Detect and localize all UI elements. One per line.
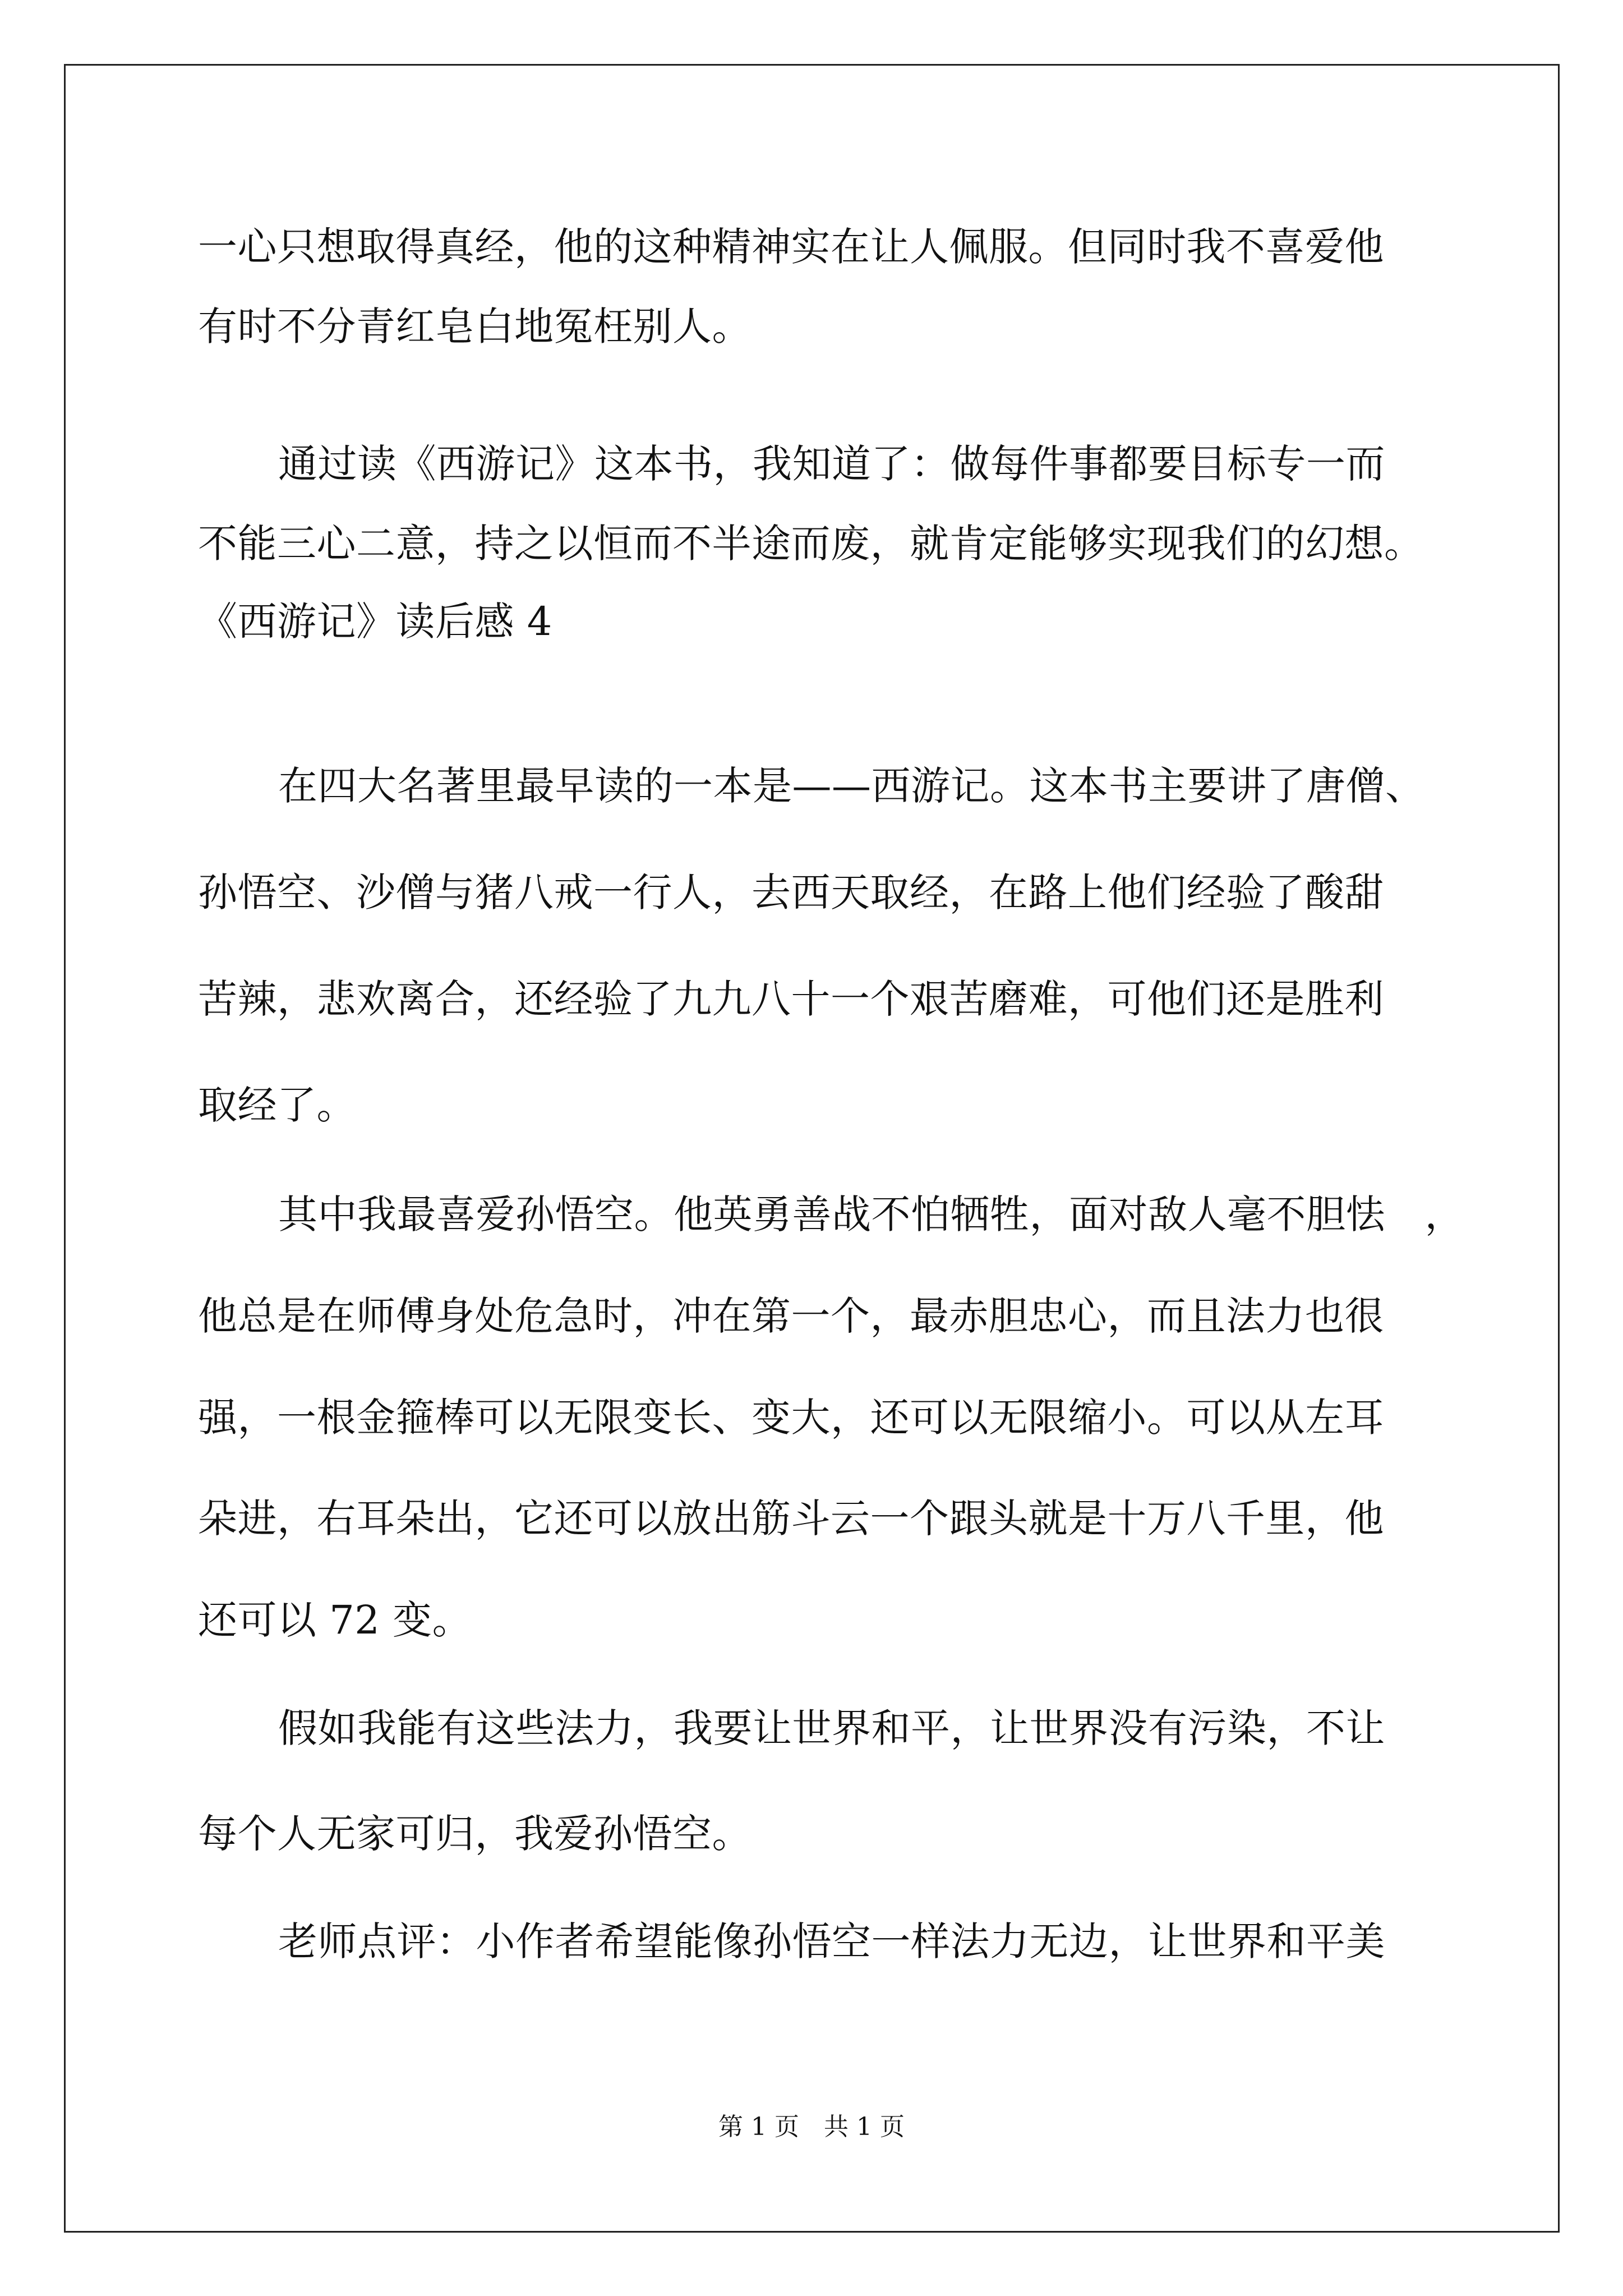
text-line: 苦辣，悲欢离合，还经验了九九八十一个艰苦磨难，可他们还是胜利 xyxy=(198,976,1384,1022)
text-line: 其中我最喜爱孙悟空。他英勇善战不怕牺牲，面对敌人毫不胆怯 ， xyxy=(278,1191,1464,1237)
text-line: 有时不分青红皂白地冤枉别人。 xyxy=(198,303,751,349)
section-heading: 《西游记》读后感 4 xyxy=(198,599,552,645)
text-line: 强，一根金箍棒可以无限变长、变大，还可以无限缩小。可以从左耳 xyxy=(198,1395,1384,1441)
text-line: 他总是在师傅身处危急时，冲在第一个，最赤胆忠心，而且法力也很 xyxy=(198,1293,1384,1339)
text-line: 孙悟空、沙僧与猪八戒一行人，去西天取经，在路上他们经验了酸甜 xyxy=(198,869,1384,915)
text-line: 在四大名著里最早读的一本是——西游记。这本书主要讲了唐僧、 xyxy=(278,763,1425,809)
text-line: 一心只想取得真经，他的这种精神实在让人佩服。但同时我不喜爱他 xyxy=(198,224,1384,270)
text-line: 朵进，右耳朵出，它还可以放出筋斗云一个跟头就是十万八千里，他 xyxy=(198,1496,1384,1542)
text-line: 每个人无家可归，我爱孙悟空。 xyxy=(198,1811,751,1857)
page-border xyxy=(64,64,1560,2233)
text-line: 还可以 72 变。 xyxy=(198,1597,472,1643)
page-number: 第 1 页 共 1 页 xyxy=(718,2113,905,2141)
text-line: 老师点评：小作者希望能像孙悟空一样法力无边，让世界和平美 xyxy=(278,1918,1385,1964)
text-line: 不能三心二意，持之以恒而不半途而废，就肯定能够实现我们的幻想。 xyxy=(198,521,1424,567)
text-line: 通过读《西游记》这本书，我知道了：做每件事都要目标专一而 xyxy=(278,441,1385,487)
text-line: 假如我能有这些法力，我要让世界和平，让世界没有污染，不让 xyxy=(278,1705,1385,1751)
text-line: 取经了。 xyxy=(198,1082,356,1128)
